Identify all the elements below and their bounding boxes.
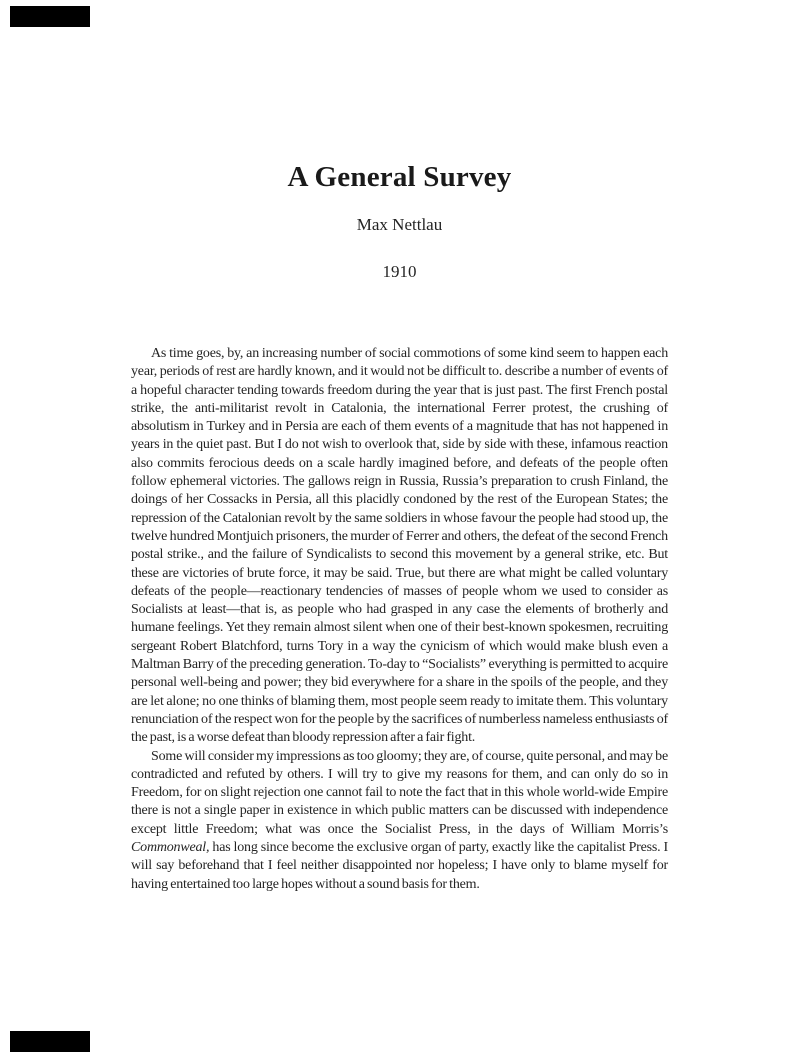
publication-date: 1910 xyxy=(382,262,417,281)
collation-mark-bottom xyxy=(10,1031,90,1052)
italic-text-segment: Commonweal, xyxy=(131,840,210,856)
author-name: Max Nettlau xyxy=(356,215,443,234)
text-segment: has long since become the exclusive organ of party, exactly like the capitalist Press. I will say beforehand that I feel neither disappointed nor hopeless; I have only to blame myself for having entertained too large hopes without a sound basis for them. xyxy=(131,840,668,892)
text-segment: Some will consider my impressions as too gloomy; they are, of course, quite personal, and may be contradicted and refuted by others. I will try to give my reasons for them, and can only do so in Freedom, for on slight rejection one cannot fail to note the fact that in this whole world-wide Empire there is not a single paper in existence in which public matters can be discussed with independence except little Freedom; what was once the Socialist Press, in the days of William Morris’s xyxy=(131,748,668,837)
page-title: A General Survey xyxy=(287,161,512,194)
body-text xyxy=(131,345,668,894)
collation-mark-top xyxy=(10,6,90,27)
paragraph xyxy=(131,345,668,748)
text-segment: As time goes, by, an increasing number of social commotions of some kind seem to happen each year, periods of rest are hardly known, and it would not be difficult to. describe a number of events of a hopeful character tending towards freedom during the year that is just past. The first French postal strike, the anti-militarist revolt in Catalonia, the international Ferrer protest, the crushing of absolutism in Turkey and in Persia are each of them events of a magnitude that has not happened in years in the quiet past. But I do not wish to overlook that, side by side with these, infamous reaction also commits ferocious deeds on a scale hardly imagined before, and defeats of the people often follow ephemeral victories. The gallows reign in Russia, Russia’s preparation to crush Finland, the doings of her Cossacks in Persia, all this placidly condoned by the rest of the European States; the repression of the Catalonian revolt by the same soldiers in whose favour the people had stood up, the twelve hundred Montjuich prisoners, the murder of Ferrer and others, the defeat of the second French postal strike., and the failure of Syndicalists to second this movement by a general strike, etc. But these are victories of brute force, it may be said. True, but there are what might be called voluntary defeats of the people—reactionary tendencies of masses of people whom we used to consider as Socialists at least—that is, as people who had grasped in any case the elements of brotherly and humane feelings. Yet they remain almost silent when one of their best-known spokesmen, recruiting sergeant Robert Blatchford, turns Tory in a way the cynicism of which would make blush even a Maltman Barry of the preceding generation. To-day to “Socialists” everything is permitted to acquire personal well-being and power; they bid everywhere for a share in the spoils of the people, and they are let alone; no one thinks of blaming them, most people seem ready to imitate them. This voluntary renunciation of the respect won for the people by the sacrifices of numberless nameless enthusiasts of the past, is a worse defeat than bloody repression after a fair fight. xyxy=(131,346,668,746)
paragraph xyxy=(131,748,668,894)
